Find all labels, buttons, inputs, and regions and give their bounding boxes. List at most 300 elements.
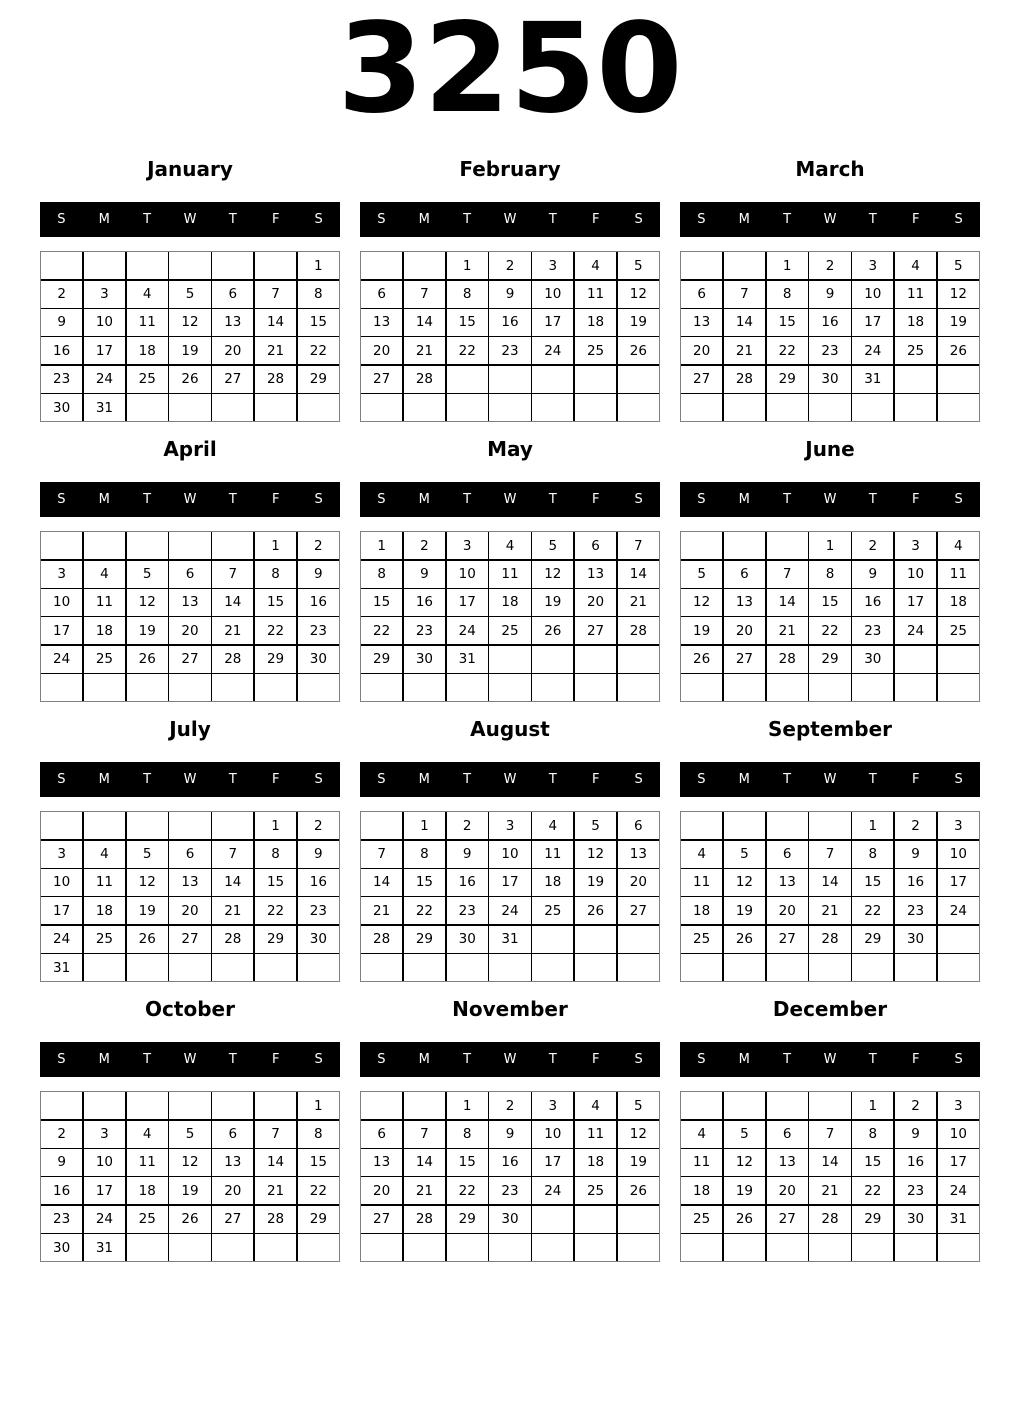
day-cell-empty bbox=[127, 674, 168, 701]
day-cell: 19 bbox=[724, 897, 765, 924]
day-cell: 2 bbox=[41, 281, 82, 308]
day-cell: 1 bbox=[255, 532, 296, 559]
day-cell: 5 bbox=[532, 532, 573, 559]
day-cell: 15 bbox=[447, 1149, 488, 1176]
day-cell-empty bbox=[767, 394, 808, 421]
weekday-label: S bbox=[954, 492, 963, 508]
day-cell-empty bbox=[212, 394, 253, 421]
day-cell-empty bbox=[895, 674, 936, 701]
day-cell: 6 bbox=[169, 561, 210, 588]
month-title: December bbox=[772, 997, 888, 1022]
weekday-label: T bbox=[783, 1052, 792, 1068]
day-cell-empty bbox=[895, 366, 936, 393]
weekday-label: W bbox=[503, 212, 517, 228]
day-cell: 17 bbox=[84, 337, 125, 364]
day-cell-empty bbox=[852, 394, 893, 421]
day-cell: 3 bbox=[447, 532, 488, 559]
day-cell: 15 bbox=[298, 309, 339, 336]
weekday-label: F bbox=[911, 212, 920, 228]
day-cell-empty bbox=[895, 646, 936, 673]
weekday-label: T bbox=[463, 212, 472, 228]
day-cell: 12 bbox=[169, 1149, 210, 1176]
day-cell-empty bbox=[618, 366, 659, 393]
day-cell: 10 bbox=[41, 589, 82, 616]
day-cell: 30 bbox=[41, 1234, 82, 1261]
day-cell: 12 bbox=[681, 589, 722, 616]
day-cell: 21 bbox=[255, 337, 296, 364]
day-cell: 27 bbox=[618, 897, 659, 924]
weekday-label: W bbox=[823, 1052, 837, 1068]
day-cell-empty bbox=[127, 532, 168, 559]
day-cell: 21 bbox=[255, 1177, 296, 1204]
day-cell: 9 bbox=[809, 281, 850, 308]
day-cell: 26 bbox=[575, 897, 616, 924]
day-cell: 6 bbox=[212, 1121, 253, 1148]
day-cell-empty bbox=[532, 1234, 573, 1261]
day-cell: 4 bbox=[575, 1092, 616, 1119]
weekday-header bbox=[680, 1042, 980, 1077]
day-cell: 18 bbox=[895, 309, 936, 336]
day-cell: 13 bbox=[575, 561, 616, 588]
day-cell: 8 bbox=[767, 281, 808, 308]
day-cell: 5 bbox=[618, 1092, 659, 1119]
weekday-label: T bbox=[548, 772, 557, 788]
day-cell: 11 bbox=[575, 281, 616, 308]
day-cell: 7 bbox=[212, 841, 253, 868]
day-cell: 14 bbox=[724, 309, 765, 336]
weekday-label: M bbox=[738, 212, 750, 228]
day-cell: 6 bbox=[575, 532, 616, 559]
day-cell: 13 bbox=[724, 589, 765, 616]
day-cell: 25 bbox=[84, 926, 125, 953]
day-cell: 25 bbox=[681, 1206, 722, 1233]
month-title: June bbox=[805, 437, 855, 462]
day-cell: 24 bbox=[447, 617, 488, 644]
day-cell: 24 bbox=[895, 617, 936, 644]
day-cell: 1 bbox=[361, 532, 402, 559]
day-cell: 26 bbox=[532, 617, 573, 644]
day-cell: 8 bbox=[255, 561, 296, 588]
weekday-label: S bbox=[57, 772, 66, 788]
day-cell: 10 bbox=[489, 841, 530, 868]
month-title: April bbox=[163, 437, 217, 462]
day-cell: 11 bbox=[532, 841, 573, 868]
day-cell: 25 bbox=[938, 617, 979, 644]
day-cell: 9 bbox=[489, 281, 530, 308]
day-cell-empty bbox=[681, 1092, 722, 1119]
month-title: January bbox=[147, 157, 233, 182]
day-cell: 21 bbox=[361, 897, 402, 924]
day-cell: 23 bbox=[41, 366, 82, 393]
day-cell: 8 bbox=[361, 561, 402, 588]
day-cell: 20 bbox=[767, 897, 808, 924]
day-cell-empty bbox=[169, 394, 210, 421]
day-cell-empty bbox=[361, 954, 402, 981]
day-cell: 17 bbox=[938, 1149, 979, 1176]
day-cell: 30 bbox=[447, 926, 488, 953]
day-cell: 4 bbox=[532, 812, 573, 839]
day-cell-empty bbox=[532, 926, 573, 953]
day-cell: 14 bbox=[212, 869, 253, 896]
day-cell: 17 bbox=[895, 589, 936, 616]
day-cell: 3 bbox=[41, 841, 82, 868]
day-cell: 17 bbox=[532, 1149, 573, 1176]
day-cell: 27 bbox=[361, 1206, 402, 1233]
day-cell-empty bbox=[767, 674, 808, 701]
day-cell-empty bbox=[212, 252, 253, 279]
weekday-label: S bbox=[634, 212, 643, 228]
weekday-label: S bbox=[634, 492, 643, 508]
day-cell: 15 bbox=[852, 1149, 893, 1176]
day-cell-empty bbox=[127, 1092, 168, 1119]
weekday-label: M bbox=[418, 772, 430, 788]
day-cell: 25 bbox=[575, 1177, 616, 1204]
day-cell: 20 bbox=[212, 337, 253, 364]
day-cell-empty bbox=[447, 1234, 488, 1261]
day-cell: 6 bbox=[618, 812, 659, 839]
day-cell-empty bbox=[938, 646, 979, 673]
day-cell: 4 bbox=[895, 252, 936, 279]
day-cell: 1 bbox=[255, 812, 296, 839]
day-cell: 17 bbox=[41, 897, 82, 924]
weekday-label: F bbox=[591, 492, 600, 508]
day-cell: 1 bbox=[298, 252, 339, 279]
day-cell: 9 bbox=[41, 309, 82, 336]
day-cell-empty bbox=[361, 674, 402, 701]
day-cell: 10 bbox=[938, 1121, 979, 1148]
day-cell: 16 bbox=[852, 589, 893, 616]
day-cell-empty bbox=[895, 1234, 936, 1261]
day-cell-empty bbox=[169, 252, 210, 279]
day-cell: 14 bbox=[255, 1149, 296, 1176]
month-block-october bbox=[40, 988, 340, 1262]
day-cell: 17 bbox=[938, 869, 979, 896]
weekday-label: T bbox=[143, 492, 152, 508]
day-cell: 28 bbox=[404, 366, 445, 393]
day-cell: 15 bbox=[404, 869, 445, 896]
day-cell: 5 bbox=[724, 1121, 765, 1148]
day-cell: 9 bbox=[489, 1121, 530, 1148]
day-cell-empty bbox=[618, 646, 659, 673]
day-cell: 23 bbox=[489, 1177, 530, 1204]
day-cell: 6 bbox=[361, 281, 402, 308]
day-cell: 23 bbox=[895, 1177, 936, 1204]
day-cell: 16 bbox=[41, 337, 82, 364]
day-cell: 4 bbox=[127, 1121, 168, 1148]
day-cell: 26 bbox=[724, 926, 765, 953]
day-cell: 7 bbox=[724, 281, 765, 308]
day-cell: 26 bbox=[127, 926, 168, 953]
day-cell-empty bbox=[809, 394, 850, 421]
day-cell: 4 bbox=[681, 1121, 722, 1148]
weekday-label: W bbox=[823, 212, 837, 228]
weekday-label: S bbox=[57, 212, 66, 228]
day-cell: 2 bbox=[489, 252, 530, 279]
day-cell: 22 bbox=[767, 337, 808, 364]
weekday-header bbox=[40, 762, 340, 797]
day-cell: 2 bbox=[852, 532, 893, 559]
day-cell: 19 bbox=[169, 1177, 210, 1204]
weekday-header bbox=[360, 202, 660, 237]
month-block-september bbox=[680, 708, 980, 982]
day-cell: 15 bbox=[852, 869, 893, 896]
day-cell: 13 bbox=[618, 841, 659, 868]
day-cell-empty bbox=[447, 394, 488, 421]
day-cell-empty bbox=[84, 252, 125, 279]
weekday-label: T bbox=[228, 772, 237, 788]
day-cell-empty bbox=[169, 1234, 210, 1261]
day-cell: 7 bbox=[809, 1121, 850, 1148]
day-cell: 27 bbox=[212, 1206, 253, 1233]
day-cell: 5 bbox=[127, 561, 168, 588]
day-cell-empty bbox=[169, 954, 210, 981]
weekday-label: W bbox=[183, 1052, 197, 1068]
weekday-label: M bbox=[418, 492, 430, 508]
day-cell-empty bbox=[298, 954, 339, 981]
day-cell: 5 bbox=[127, 841, 168, 868]
weekday-label: F bbox=[271, 1052, 280, 1068]
day-cell-empty bbox=[767, 1092, 808, 1119]
day-cell: 16 bbox=[41, 1177, 82, 1204]
weekday-header bbox=[360, 1042, 660, 1077]
day-cell-empty bbox=[41, 532, 82, 559]
day-cell: 13 bbox=[212, 309, 253, 336]
day-cell: 22 bbox=[298, 1177, 339, 1204]
weekday-label: S bbox=[314, 212, 323, 228]
day-cell: 15 bbox=[255, 869, 296, 896]
day-cell: 11 bbox=[681, 1149, 722, 1176]
weekday-label: T bbox=[548, 492, 557, 508]
weekday-label: S bbox=[377, 212, 386, 228]
day-cell: 12 bbox=[618, 1121, 659, 1148]
day-cell-empty bbox=[809, 1234, 850, 1261]
day-cell-empty bbox=[169, 532, 210, 559]
day-cell-empty bbox=[532, 646, 573, 673]
day-cell: 8 bbox=[255, 841, 296, 868]
month-days-grid bbox=[40, 531, 340, 702]
weekday-header bbox=[680, 482, 980, 517]
day-cell: 6 bbox=[212, 281, 253, 308]
day-cell: 25 bbox=[84, 646, 125, 673]
weekday-label: S bbox=[634, 1052, 643, 1068]
day-cell: 8 bbox=[298, 1121, 339, 1148]
day-cell-empty bbox=[809, 674, 850, 701]
day-cell: 30 bbox=[404, 646, 445, 673]
day-cell: 24 bbox=[938, 897, 979, 924]
day-cell: 3 bbox=[84, 1121, 125, 1148]
weekday-header bbox=[680, 762, 980, 797]
month-title: February bbox=[459, 157, 561, 182]
day-cell: 28 bbox=[361, 926, 402, 953]
day-cell: 30 bbox=[41, 394, 82, 421]
weekday-header bbox=[40, 1042, 340, 1077]
day-cell: 7 bbox=[404, 1121, 445, 1148]
day-cell: 23 bbox=[809, 337, 850, 364]
day-cell-empty bbox=[127, 1234, 168, 1261]
day-cell: 23 bbox=[404, 617, 445, 644]
day-cell: 16 bbox=[298, 589, 339, 616]
day-cell: 15 bbox=[298, 1149, 339, 1176]
day-cell: 8 bbox=[447, 1121, 488, 1148]
day-cell: 30 bbox=[809, 366, 850, 393]
day-cell: 27 bbox=[767, 1206, 808, 1233]
day-cell-empty bbox=[618, 1234, 659, 1261]
day-cell: 24 bbox=[852, 337, 893, 364]
day-cell: 4 bbox=[84, 841, 125, 868]
day-cell: 21 bbox=[809, 897, 850, 924]
day-cell-empty bbox=[212, 812, 253, 839]
day-cell: 15 bbox=[255, 589, 296, 616]
day-cell-empty bbox=[404, 1234, 445, 1261]
day-cell: 11 bbox=[681, 869, 722, 896]
day-cell: 12 bbox=[532, 561, 573, 588]
day-cell-empty bbox=[618, 1206, 659, 1233]
day-cell-empty bbox=[575, 1206, 616, 1233]
day-cell: 22 bbox=[852, 1177, 893, 1204]
day-cell-empty bbox=[724, 812, 765, 839]
day-cell: 28 bbox=[255, 1206, 296, 1233]
day-cell: 3 bbox=[84, 281, 125, 308]
day-cell: 5 bbox=[938, 252, 979, 279]
day-cell: 25 bbox=[489, 617, 530, 644]
day-cell: 24 bbox=[41, 646, 82, 673]
day-cell-empty bbox=[298, 674, 339, 701]
day-cell: 26 bbox=[618, 337, 659, 364]
day-cell: 28 bbox=[212, 646, 253, 673]
day-cell: 27 bbox=[169, 926, 210, 953]
day-cell: 12 bbox=[938, 281, 979, 308]
day-cell: 13 bbox=[169, 869, 210, 896]
day-cell-empty bbox=[575, 1234, 616, 1261]
month-title: November bbox=[452, 997, 568, 1022]
day-cell: 12 bbox=[127, 869, 168, 896]
day-cell-empty bbox=[212, 532, 253, 559]
day-cell: 9 bbox=[298, 561, 339, 588]
day-cell: 27 bbox=[212, 366, 253, 393]
day-cell: 13 bbox=[361, 309, 402, 336]
day-cell: 20 bbox=[212, 1177, 253, 1204]
day-cell: 25 bbox=[127, 366, 168, 393]
day-cell: 20 bbox=[681, 337, 722, 364]
day-cell: 21 bbox=[404, 337, 445, 364]
weekday-label: W bbox=[183, 212, 197, 228]
day-cell: 13 bbox=[767, 1149, 808, 1176]
weekday-header bbox=[360, 482, 660, 517]
weekday-label: S bbox=[314, 492, 323, 508]
day-cell: 6 bbox=[767, 1121, 808, 1148]
day-cell: 9 bbox=[298, 841, 339, 868]
month-title: March bbox=[795, 157, 865, 182]
day-cell: 18 bbox=[532, 869, 573, 896]
weekday-label: S bbox=[954, 772, 963, 788]
day-cell-empty bbox=[84, 674, 125, 701]
weekday-label: T bbox=[548, 1052, 557, 1068]
day-cell-empty bbox=[212, 1092, 253, 1119]
day-cell: 1 bbox=[447, 1092, 488, 1119]
day-cell: 10 bbox=[41, 869, 82, 896]
day-cell: 17 bbox=[447, 589, 488, 616]
day-cell: 23 bbox=[489, 337, 530, 364]
weekday-label: T bbox=[143, 772, 152, 788]
day-cell: 17 bbox=[84, 1177, 125, 1204]
day-cell: 28 bbox=[809, 926, 850, 953]
day-cell-empty bbox=[404, 674, 445, 701]
day-cell-empty bbox=[361, 1234, 402, 1261]
day-cell: 23 bbox=[895, 897, 936, 924]
day-cell: 27 bbox=[575, 617, 616, 644]
day-cell: 18 bbox=[489, 589, 530, 616]
day-cell-empty bbox=[212, 1234, 253, 1261]
day-cell: 12 bbox=[724, 1149, 765, 1176]
day-cell: 3 bbox=[895, 532, 936, 559]
day-cell: 12 bbox=[169, 309, 210, 336]
day-cell: 1 bbox=[852, 1092, 893, 1119]
day-cell: 11 bbox=[938, 561, 979, 588]
day-cell: 12 bbox=[575, 841, 616, 868]
day-cell: 31 bbox=[84, 1234, 125, 1261]
day-cell: 30 bbox=[298, 646, 339, 673]
day-cell: 29 bbox=[361, 646, 402, 673]
weekday-label: S bbox=[57, 1052, 66, 1068]
day-cell: 22 bbox=[255, 617, 296, 644]
day-cell: 19 bbox=[575, 869, 616, 896]
month-days-grid bbox=[360, 531, 660, 702]
day-cell-empty bbox=[84, 1092, 125, 1119]
day-cell-empty bbox=[895, 394, 936, 421]
day-cell: 28 bbox=[618, 617, 659, 644]
day-cell: 26 bbox=[938, 337, 979, 364]
day-cell: 15 bbox=[767, 309, 808, 336]
day-cell: 9 bbox=[404, 561, 445, 588]
day-cell: 2 bbox=[298, 812, 339, 839]
day-cell: 3 bbox=[938, 1092, 979, 1119]
weekday-label: T bbox=[783, 772, 792, 788]
weekday-label: W bbox=[823, 772, 837, 788]
day-cell: 20 bbox=[618, 869, 659, 896]
day-cell-empty bbox=[404, 1092, 445, 1119]
month-days-grid bbox=[360, 251, 660, 422]
month-title: July bbox=[169, 717, 211, 742]
day-cell: 1 bbox=[404, 812, 445, 839]
day-cell-empty bbox=[809, 1092, 850, 1119]
day-cell-empty bbox=[809, 812, 850, 839]
day-cell-empty bbox=[938, 954, 979, 981]
day-cell-empty bbox=[724, 674, 765, 701]
day-cell: 22 bbox=[447, 337, 488, 364]
month-block-january bbox=[40, 148, 340, 422]
day-cell-empty bbox=[575, 674, 616, 701]
weekday-label: M bbox=[738, 492, 750, 508]
day-cell: 14 bbox=[618, 561, 659, 588]
day-cell: 19 bbox=[127, 897, 168, 924]
weekday-label: T bbox=[868, 492, 877, 508]
weekday-label: W bbox=[183, 492, 197, 508]
day-cell: 21 bbox=[724, 337, 765, 364]
day-cell: 26 bbox=[127, 646, 168, 673]
day-cell: 3 bbox=[852, 252, 893, 279]
month-days-grid bbox=[680, 811, 980, 982]
day-cell: 18 bbox=[127, 1177, 168, 1204]
day-cell: 13 bbox=[767, 869, 808, 896]
month-title: May bbox=[487, 437, 533, 462]
weekday-label: S bbox=[697, 492, 706, 508]
day-cell: 31 bbox=[84, 394, 125, 421]
day-cell: 22 bbox=[809, 617, 850, 644]
day-cell-empty bbox=[575, 926, 616, 953]
day-cell: 16 bbox=[298, 869, 339, 896]
day-cell: 24 bbox=[938, 1177, 979, 1204]
weekday-label: F bbox=[911, 492, 920, 508]
